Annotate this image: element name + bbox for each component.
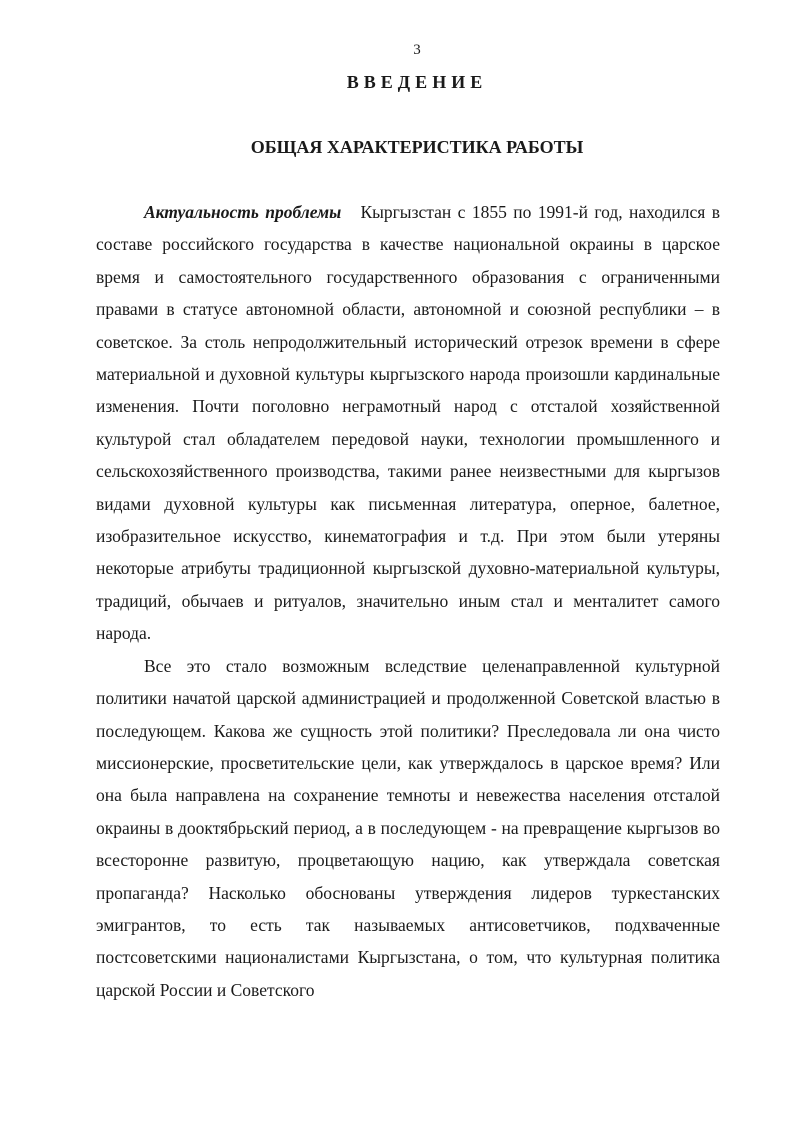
paragraph-text: Все это стало возможным вследствие целенаправленной культурной политики начатой царской администрацией и продолженной Советской властью в последующем. Какова же сущность этой политики? Преследовала ли она чисто миссионерские, просветительские цели, как утверждалось в царское время? Или она была направлена на сохранение темноты и невежества населения отсталой окраины в дооктябрьский период, а в последующем - на превращение кыргызов во всесторонне развитую, процветающую нацию, как утверждала советская пропаганда? Насколько обоснованы утверждения лидеров туркестанских эмигрантов, то есть так называемых антисоветчиков, подхваченные постсоветскими националистами Кыргызстана, о том, что культурная политика царской России и Советского bbox=[96, 655, 720, 1000]
paragraph-cultural-policy bbox=[96, 650, 720, 1006]
page-number: 3 bbox=[413, 42, 421, 58]
document-body bbox=[96, 196, 720, 1006]
section-title: ВВЕДЕНИЕ bbox=[346, 72, 488, 92]
section-subtitle: ОБЩАЯ ХАРАКТЕРИСТИКА РАБОТЫ bbox=[250, 137, 584, 157]
paragraph-relevance bbox=[96, 196, 720, 650]
paragraph-lead-in: Актуальность проблемы bbox=[144, 202, 342, 222]
paragraph-text: Кыргызстан с 1855 по 1991-й год, находился в составе российского государства в качестве национальной окраины в царское время и самостоятельного государственного образования с ограниченными правами в статусе автономной области, автономной и союзной республики – в советское. За столь непродолжительный исторический отрезок времени в сфере материальной и духовной культуры кыргызского народа произошли кардинальные изменения. Почти поголовно неграмотный народ с отсталой хозяйственной культурой стал обладателем передовой науки, технологии промышленного и сельскохозяйственного производства, такими ранее неизвестными для кыргызов видами духовной культуры как письменная литература, оперное, балетное, изобразительное искусство, кинематография и т.д. При этом были утеряны некоторые атрибуты традиционной кыргызской духовно-материальной культуры, традиций, обычаев и ритуалов, значительно иным стал и менталитет самого народа. bbox=[96, 202, 720, 644]
